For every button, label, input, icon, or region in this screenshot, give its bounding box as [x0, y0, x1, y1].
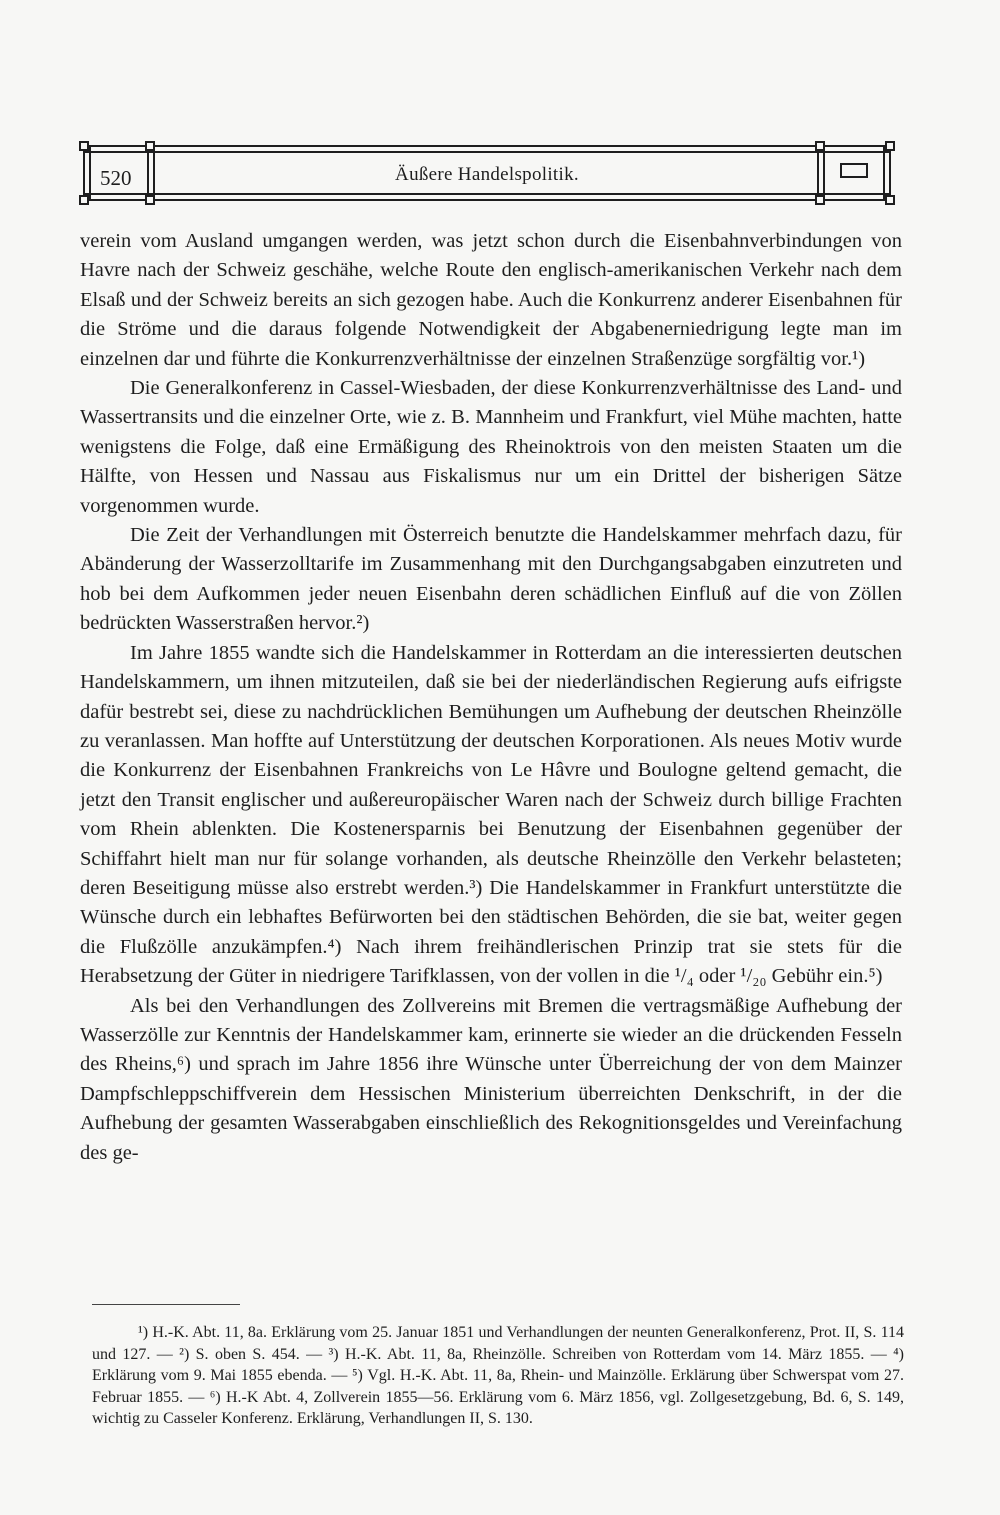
page-header — [78, 140, 896, 206]
body-text — [80, 227, 902, 1168]
footnote-separator — [92, 1304, 240, 1305]
footnote-text: ¹) H.-K. Abt. 11, 8a. Erklärung vom 25. Januar 1851 und Verhandlungen der neunten Generalkonferenz, Prot. II, S. 114 und 127. — ²) S. oben S. 454. — ³) H.-K. Abt. 11, 8a, Rheinzölle. Schreiben von Rotterdam vom 14. März 1855. — ⁴) Erklärung vom 9. Mai 1855 ebenda. — ⁵) Vgl. H.-K. Abt. 11, 8a, Rhein- und Mainzölle. Erklärung über Schwerspat vom 27. Februar 1855. — ⁶) H.-K Abt. 4, Zollverein 1855—56. Erklärung vom 6. März 1856, vgl. Zollgesetzgebung, Bd. 6, S. 149, wichtig zu Casseler Konferenz. Erklärung, Verhandlungen II, S. 130. — [92, 1324, 904, 1428]
paragraph: Die Zeit der Verhandlungen mit Österreich benutzte die Handelskammer mehrfach dazu, für Abänderung der Wasserzolltarife im Zusammenhang mit den Durchgangsabgaben einzutreten und hob bei dem Aufkommen jeder neuen Eisenbahn deren schädlichen Einfluß auf die von Zöllen bedrückten Wasserstraßen hervor.²) — [80, 524, 902, 635]
page-number: 520 — [100, 166, 132, 190]
running-title: Äußere Handelspolitik. — [395, 164, 579, 185]
paragraph: Als bei den Verhandlungen des Zollvereins mit Bremen die vertragsmäßige Aufhebung der Wasserzölle zur Kenntnis der Handelskammer kam, erinnerte sie wieder an die drückenden Fesseln des Rheins,⁶) und sprach im Jahre 1856 ihre Wünsche unter Überreichung der von dem Mainzer Dampfschleppschiffverein dem Hessischen Ministerium überreichten Denkschrift, in der die Aufhebung der gesamten Wasserabgaben einschließlich des Rekognitionsgeldes und Vereinfachung des ge- — [80, 994, 902, 1164]
paragraph: Im Jahre 1855 wandte sich die Handelskammer in Rotterdam an die interessierten deutschen Handelskammern, um ihnen mitzuteilen, daß sie bei der niederländischen Regierung aufs eifrigste dafür bestrebt sei, diese zu nachdrücklichen Bemühungen um Aufhebung der deutschen Rheinzölle zu veranlassen. Man hoffte auf Unterstützung der deutschen Korporationen. Als neues Motiv wurde die Konkurrenz der Eisenbahnen Frankreichs von Le Hâvre und Boulogne geltend gemacht, die jetzt den Transit englischer und außereuropäischer Waren nach der Schweiz durch billige Frachten vom Rhein ablenkten. Die Kostenersparnis bei Benutzung der Eisenbahnen gegenüber der Schiffahrt hielt man nur für solange vorhanden, als deutsche Rheinzölle den Verkehr belasteten; deren Beseitigung müsse also erstrebt werden.³) Die Handelskammer in Frankfurt unterstützte die Wünsche durch ein lebhaftes Befürworten bei den städtischen Behörden, die sie bat, weiter gegen die Flußzölle anzukämpfen.⁴) Nach ihrem freihändlerischen Prinzip trat sie stets für die Herabsetzung der Güter in niedrigere Tarifklassen, von der vollen in die ¹/₄ oder ¹/₂₀ Gebühr ein.⁵) — [80, 641, 902, 988]
paragraph: verein vom Ausland umgangen werden, was jetzt schon durch die Eisenbahnverbindungen von Havre nach der Schweiz geschähe, welche Route den englisch-amerikanischen Verkehr nach dem Elsaß und der Schweiz bereits an sich gezogen habe. Auch die Konkurrenz anderer Eisenbahnen für die Ströme und die daraus folgende Notwendigkeit der Abgabenerniedrigung legte man im einzelnen dar und führte die Konkurrenzverhältnisse der einzelnen Straßenzüge sorgfältig vor.¹) — [80, 230, 902, 370]
paragraph: Die Generalkonferenz in Cassel-Wiesbaden, der diese Konkurrenzverhältnisse des Land- und Wassertransits und die einzelner Orte, wie z. B. Mannheim und Frankfurt, viel Mühe machten, hatte wenigstens die Folge, daß eine Ermäßigung des Rheinoktrois von den meisten Staaten um die Hälfte, von Hessen und Nassau aus Fiskalismus nur um ein Drittel der bisherigen Sätze vorgenommen wurde. — [80, 377, 902, 517]
footnotes — [92, 1322, 904, 1430]
